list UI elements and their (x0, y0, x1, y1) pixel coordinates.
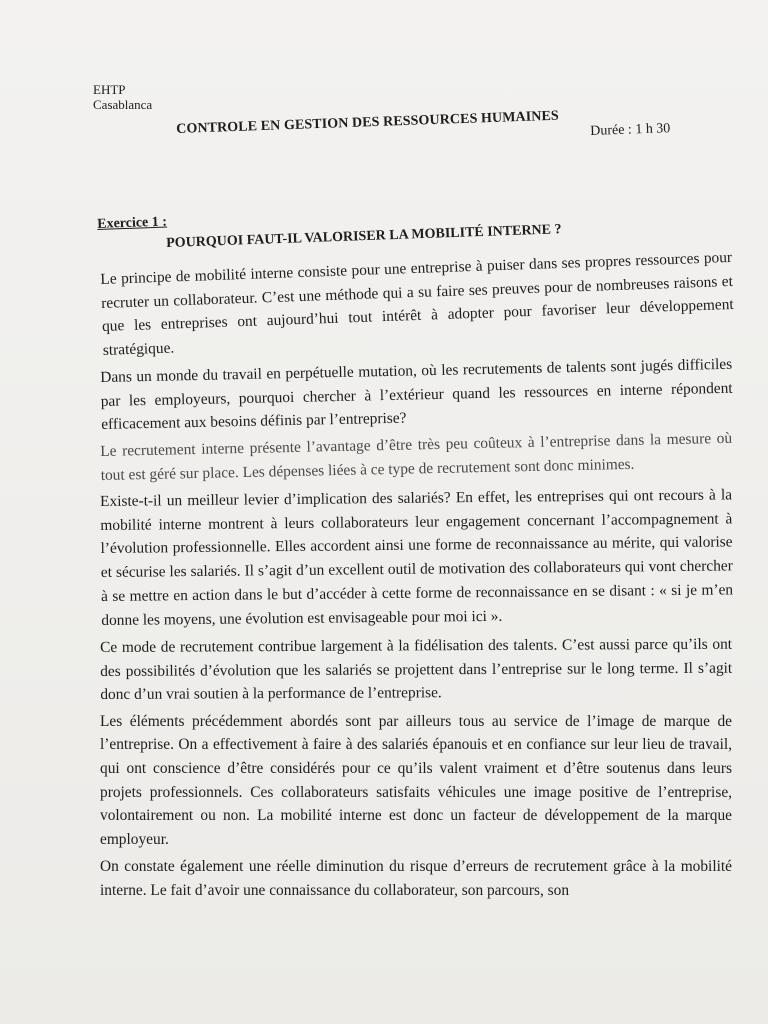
paragraph-4: Existe-t-il un meilleur levier d’implication des salariés? En effet, les entreprises qui ont recours à la mobilité interne montrent à leurs collaborateurs leur engagement concernant l’accompagnement à l’évolution professionnelle. Elles accordent ainsi une forme de reconnaissance au mérite, qui valorise et sécurise les salariés. Il s’agit d’un excellent outil de motivation des collaborateurs qui vont chercher à se mettre en action dans le but d’accéder à cette forme de reconnaissance en se disant : « si je m’en donne les moyens, une évolution est envisageable pour moi ici ». (100, 486, 734, 629)
exam-duration: Durée : 1 h 30 (590, 121, 671, 139)
paragraph-3: Le recrutement interne présente l’avantage d’être très peu coûteux à l’entreprise dans la mesure où tout est géré sur place. Les dépenses liées à ce type de recrutement sont donc minimes. (100, 429, 733, 484)
paragraph-1: Le principe de mobilité interne consiste pour une entreprise à puiser dans ses propres ressources pour recruter un collaborateur. C’est une méthode qui a su faire ses preuves pour de nombreuses raisons et que les entreprises ont aujourd’hui tout intérêt à adopter pour favoriser leur développement stratégique. (100, 248, 734, 360)
exercise-title: POURQUOI FAUT-IL VALORISER LA MOBILITÉ INTERNE ? (166, 222, 562, 251)
paragraph-7: On constate également une réelle diminution du risque d’erreurs de recrutement grâce à la mobilité interne. Le fait d’avoir une connaissance du collaborateur, son parcours, son (100, 857, 732, 899)
institution-block (93, 82, 152, 112)
paragraph-5: Ce mode de recrutement contribue largement à la fidélisation des talents. C’est aussi parce qu’ils ont des possibilités d’évolution que les salariés se projettent dans l’entreprise sur le long terme. Il s’agit donc d’un vrai soutien à la performance de l’entreprise. (100, 635, 733, 703)
paragraph-6: Les éléments précédemment abordés sont par ailleurs tous au service de l’image de marque de l’entreprise. On a effectivement à faire à des salariés épanouis et en confiance sur leur lieu de travail, qui ont conscience d’être considérés pour ce qu’ils valent vraiment et d’être soutenus dans leurs projets professionnels. Ces collaborateurs satisfaits véhicules une image positive de l’entreprise, volontairement ou non. La mobilité interne est donc un facteur de développement de la marque employeur. (100, 712, 732, 849)
exam-title: CONTROLE EN GESTION DES RESSOURCES HUMAINES (176, 108, 560, 137)
exercise-label: Exercice 1 : (97, 214, 168, 232)
school-name: EHTP (93, 82, 126, 97)
city-name: Casablanca (93, 97, 153, 112)
exercise-text (100, 248, 734, 905)
paragraph-2: Dans un monde du travail en perpétuelle mutation, où les recrutements de talents sont jugés difficiles par les employeurs, pourquoi chercher à l’extérieur quand les ressources en interne répondent efficacement aux besoins définis par l’entreprise? (100, 355, 733, 434)
